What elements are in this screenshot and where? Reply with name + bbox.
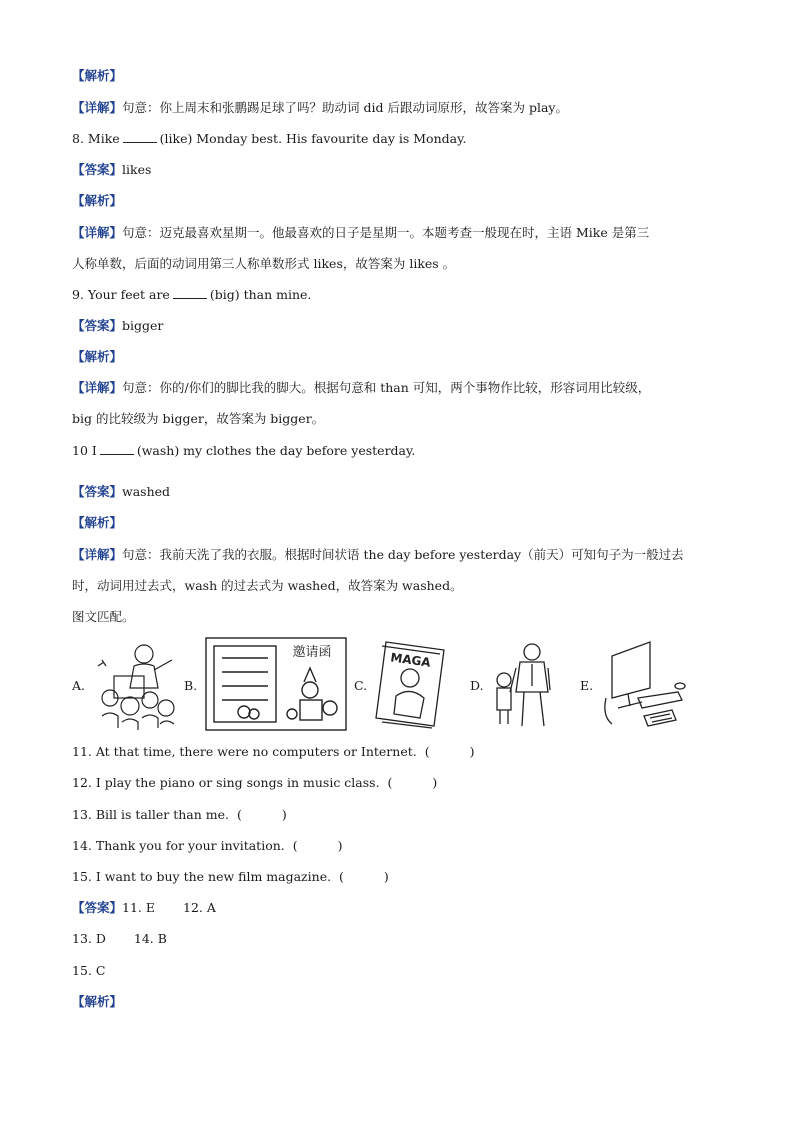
answer-blank bbox=[173, 287, 207, 299]
picture-options bbox=[72, 636, 712, 732]
match-question-13: 13. Bill is taller than me. ( ) bbox=[72, 807, 287, 822]
q8-detail-line1: 【详解】句意：迈克最喜欢星期一。他最喜欢的日子是星期一。本题考查一般现在时，主语 Mike 是第三 bbox=[72, 225, 650, 240]
card-title: 邀请函 bbox=[292, 645, 332, 660]
q10-detail-line1: 【详解】句意：我前天洗了我的衣服。根据时间状语 the day before yesterday（前天）可知句子为一般过去 bbox=[72, 547, 684, 562]
tall-and-short-people-icon bbox=[488, 636, 560, 732]
match-question-12: 12. I play the piano or sing songs in music class. ( ) bbox=[72, 775, 438, 790]
q8-answer: 【答案】likes bbox=[72, 162, 152, 177]
magazine-icon bbox=[372, 636, 452, 732]
match-answer-line2: 13. D 14. B bbox=[72, 931, 167, 946]
q9-detail-line2: big 的比较级为 bigger，故答案为 bigger。 bbox=[72, 411, 325, 426]
music-class-icon bbox=[92, 636, 184, 732]
match-question-11: 11. At that time, there were no computers or Internet. ( ) bbox=[72, 744, 475, 759]
q7-detail: 【详解】句意：你上周末和张鹏踢足球了吗？助动词 did 后跟动词原形，故答案为 play。 bbox=[72, 100, 568, 115]
q8-analysis-tag: 【解析】 bbox=[72, 193, 123, 208]
magazine-title: MAGA bbox=[389, 650, 432, 670]
match-answer-line1: 【答案】11. E 12. A bbox=[72, 900, 216, 915]
q8-question: 8. Mike (like) Monday best. His favourite day is Monday. bbox=[72, 131, 467, 146]
invitation-card-icon bbox=[204, 636, 348, 732]
q10-detail-line2: 时，动词用过去式，wash 的过去式为 washed，故答案为 washed。 bbox=[72, 578, 463, 593]
label-a: A. bbox=[72, 678, 86, 693]
answer-blank bbox=[123, 131, 157, 143]
match-answer-line3: 15. C bbox=[72, 963, 106, 978]
q9-answer: 【答案】bigger bbox=[72, 318, 164, 333]
answer-blank bbox=[100, 443, 134, 455]
match-analysis-tag: 【解析】 bbox=[72, 994, 123, 1009]
computer-icon bbox=[598, 636, 694, 732]
q10-answer: 【答案】washed bbox=[72, 484, 171, 499]
label-c: C. bbox=[354, 678, 368, 693]
match-heading: 图文匹配。 bbox=[72, 609, 135, 624]
analysis-tag: 【解析】 bbox=[72, 68, 123, 83]
label-e: E. bbox=[580, 678, 594, 693]
label-b: B. bbox=[184, 678, 198, 693]
q10-analysis-tag: 【解析】 bbox=[72, 515, 123, 530]
label-d: D. bbox=[470, 678, 484, 693]
match-question-15: 15. I want to buy the new film magazine. ( ) bbox=[72, 869, 389, 884]
q9-analysis-tag: 【解析】 bbox=[72, 349, 123, 364]
q10-question: 10 I (wash) my clothes the day before yesterday. bbox=[72, 443, 416, 458]
q8-detail-line2: 人称单数，后面的动词用第三人称单数形式 likes，故答案为 likes 。 bbox=[72, 256, 456, 271]
q9-detail-line1: 【详解】句意：你的/你们的脚比我的脚大。根据句意和 than 可知，两个事物作比较，形容词用比较级， bbox=[72, 380, 651, 395]
q9-question: 9. Your feet are (big) than mine. bbox=[72, 287, 312, 302]
match-question-14: 14. Thank you for your invitation. ( ) bbox=[72, 838, 343, 853]
